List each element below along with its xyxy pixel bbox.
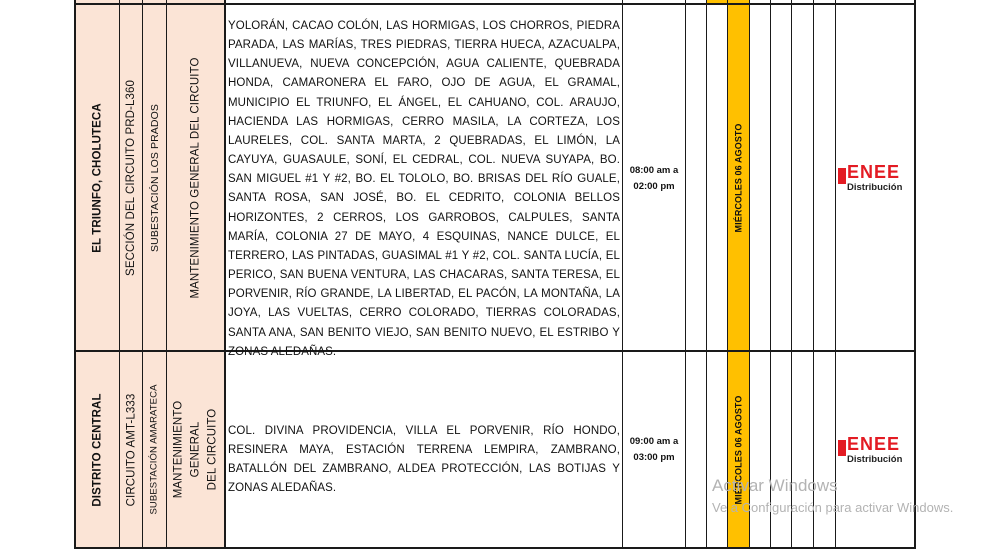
column-divider	[835, 0, 836, 549]
date-cell	[728, 5, 749, 350]
enee-logo-name: ENEE	[847, 434, 901, 454]
date-label: MIÉRCOLES 06 AGOSTO	[733, 123, 744, 232]
work-type-label	[170, 401, 221, 499]
location-cell	[76, 352, 119, 547]
column-divider	[813, 0, 814, 549]
enee-logo-subtitle: Distribución	[847, 454, 903, 465]
work-type-label: MANTENIMIENTO GENERAL DEL CIRCUITO	[189, 56, 202, 299]
substation-label: SUBESTACIÓN LOS PRADOS	[148, 103, 161, 252]
substation-cell	[143, 352, 166, 547]
date-label: MIÉRCOLES 06 AGOSTO	[733, 395, 744, 504]
enee-logo-subtitle: Distribución	[847, 182, 903, 193]
time-start: 09:00 am a	[629, 436, 679, 447]
schedule-time	[624, 163, 684, 195]
activation-watermark-title: Activar Windows	[712, 476, 838, 495]
substation-cell	[143, 5, 166, 350]
work-type-cell	[167, 352, 224, 547]
column-divider	[706, 0, 707, 549]
work-type-line-1: MANTENIMIENTO GENERAL	[172, 400, 201, 499]
column-divider	[749, 0, 750, 549]
work-type-line-2: DEL CIRCUITO	[206, 408, 218, 491]
time-end: 03:00 pm	[633, 452, 675, 463]
substation-label: SUBESTACIÓN AMARATECA	[149, 384, 160, 515]
circuit-cell	[120, 352, 142, 547]
column-divider	[224, 0, 226, 549]
column-divider	[791, 0, 792, 549]
schedule-time	[624, 434, 684, 466]
work-type-cell	[167, 5, 224, 350]
enee-logo-mark	[838, 440, 846, 456]
enee-logo-mark	[838, 168, 846, 184]
date-cell	[728, 352, 749, 547]
circuit-cell	[120, 5, 142, 350]
affected-areas-text: COL. DIVINA PROVIDENCIA, VILLA EL PORVENIR, RÍO HONDO, RESINERA MAYA, ESTACIÓN TERRENA LEMPIRA, ZAMBRANO, BATALLÓN DEL ZAMBRANO, ALDEA PROTECCIÓN, LAS BOTIJAS Y ZONAS ALEDAÑAS.	[228, 425, 620, 495]
column-divider	[914, 0, 916, 549]
enee-logo	[838, 162, 914, 196]
location-label: EL TRIUNFO, CHOLUTECA	[91, 102, 104, 253]
column-divider	[685, 0, 686, 549]
column-divider	[622, 0, 623, 549]
time-start: 08:00 am a	[629, 165, 679, 176]
location-label: DISTRITO CENTRAL	[91, 392, 104, 507]
affected-areas-text: YOLORÁN, CACAO COLÓN, LAS HORMIGAS, LOS CHORROS, PIEDRA PARADA, LAS MARÍAS, TRES PIEDRAS, TIERRA HUECA, AZACUALPA, VILLANUEVA, NUEVA CONCEPCIÓN, AGUA CALIENTE, QUEBRADA HONDA, CAMARONERA EL FARO, OJO DE AGUA, EL GRAMAL, MUNICIPIO EL TRIUNFO, EL ÁNGEL, EL CAHUANO, COL. ARAUJO, HACIENDA LAS HORMIGAS, CERRO MASILA, LA CORTEZA, LOS LAURELES, COL. SANTA MARTA, 2 QUEBRADAS, EL LIMÓN, LA CAYUYA, GUASAULE, SONÍ, EL CEDRAL, COL. NUEVA SUYAPA, BO. SAN MIGUEL #1 Y #2, BO. EL TOLOLO, BO. BRISAS DEL RÍO GUALE, SANTA ROSA, SAN JOSÉ, BO. EL CEDRITO, COLONIA BELLOS HORIZONTES, 2 CERROS, LOS GARROBOS, CALPULES, SANTA MARÍA, COLONIA 27 DE MAYO, 4 ESQUINAS, NANCE DULCE, EL TERRERO, LAS PINTADAS, GUASIMAL #1 Y #2, COL. SANTA LUCÍA, EL PERICO, SAN BUENA VENTURA, LAS CHACARAS, SANTA TERESA, EL PORVENIR, RÍO GRANDE, LA LIBERTAD, EL PACÓN, LA MONTAÑA, LA JOYA, LAS VUELTAS, CERRO COLORADO, TIERRAS COLORADAS, SANTA ANA, SAN BENITO VIEJO, SAN BENITO NUEVO, EL ESTRIBO Y ZONAS ALEDAÑAS.	[228, 20, 620, 358]
activation-watermark-subtitle: Ve a Configuración para activar Windows.	[712, 500, 954, 515]
circuit-label: CIRCUITO AMT-L333	[125, 393, 137, 506]
location-cell	[76, 5, 119, 350]
time-end: 02:00 pm	[633, 181, 675, 192]
circuit-label: SECCIÓN DEL CIRCUITO PRD-L360	[125, 79, 138, 276]
column-divider	[770, 0, 771, 549]
enee-logo	[838, 434, 914, 468]
enee-logo-name: ENEE	[847, 162, 901, 182]
